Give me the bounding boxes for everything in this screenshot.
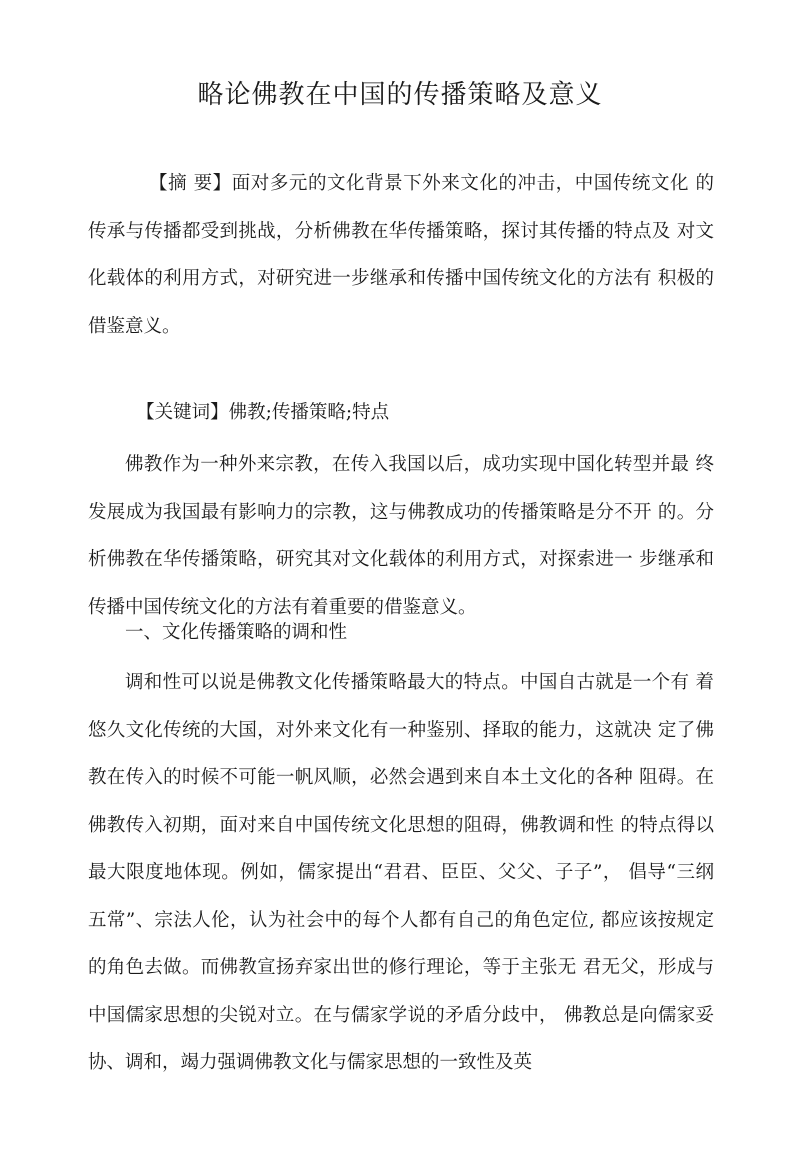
keywords-text: 佛教;传播策略;特点 bbox=[228, 402, 390, 423]
keywords-paragraph bbox=[88, 389, 714, 437]
keywords-label: 【关键词】 bbox=[136, 402, 229, 423]
abstract-label: 【摘 要】 bbox=[149, 173, 232, 194]
document-title: 略论佛教在中国的传播策略及意义 bbox=[197, 80, 603, 110]
intro-paragraph: 佛教作为一种外来宗教，在传入我国以后，成功实现中国化转型并最 终发展成为我国最有影响力的宗教，这与佛教成功的传播策略是分不开 的。分析佛教在华传播策略，研究其对文化载体的利用方式，对探索进一 步继承和传播中国传统文化的方法有着重要的借鉴意义。 bbox=[88, 454, 714, 618]
section-heading: 一、文化传播策略的调和性 bbox=[125, 622, 348, 643]
abstract-paragraph bbox=[88, 160, 714, 350]
section-body-paragraph: 调和性可以说是佛教文化传播策略最大的特点。中国自古就是一个有 着悠久文化传统的大国，对外来文化有一种鉴别、择取的能力，这就决 定了佛教在传入的时候不可能一帆风顺，必然会遇到来自本土文化的各种 阻碍。在佛教传入初期，面对来自中国传统文化思想的阻碍，佛教调和性 的特点得以最大限度地体现。例如，儒家提出“君君、臣臣、父父、子子”， 倡导“三纲五常”、宗法人伦，认为社会中的每个人都有自己的角色定位, 都应该按规定的角色去做。而佛教宣扬弃家出世的修行理论，等于主张无 君无父，形成与中国儒家思想的尖锐对立。在与儒家学说的矛盾分歧中， 佛教总是向儒家妥协、调和，竭力强调佛教文化与儒家思想的一致性及英 bbox=[88, 672, 714, 1073]
abstract-text: 面对多元的文化背景下外来文化的冲击，中国传统文化 的传承与传播都受到挑战，分析佛教在华传播策略，探讨其传播的特点及 对文化载体的利用方式，对研究进一步继承和传播中国传统文化的方法有 积极的借鉴意义。 bbox=[88, 173, 714, 337]
